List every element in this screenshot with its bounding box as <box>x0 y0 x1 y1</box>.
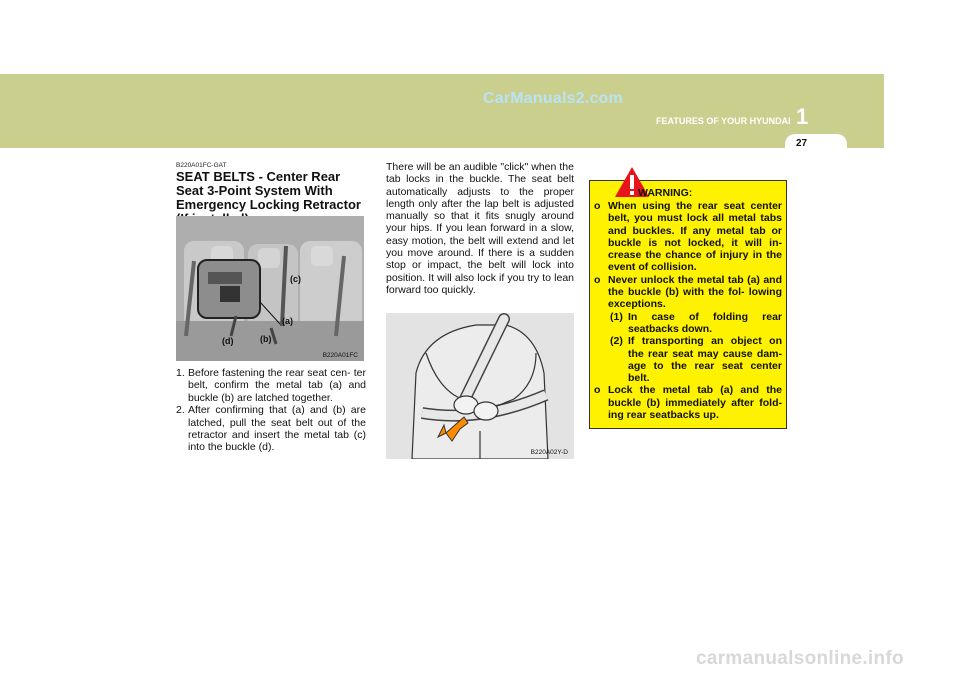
page-number: 27 <box>796 138 808 149</box>
watermark-bottom[interactable]: carmanualsonline.info <box>696 648 904 669</box>
exception-item <box>608 311 782 336</box>
warning-list <box>594 200 782 421</box>
warning-bullet: o <box>594 273 601 286</box>
warning-item <box>594 384 782 421</box>
watermark-top[interactable]: CarManuals2.com <box>483 90 623 107</box>
header-band <box>0 74 884 148</box>
warning-item-text: When using the rear seat center belt, you must lock all metal tabs and buckles. If any metal tab or buckle is not locked, it will in- crease the chance of injury in the event of collision. <box>608 200 782 274</box>
warning-item-text: Never unlock the metal tab (a) and the buckle (b) with the fol- lowing exceptions. <box>608 273 782 311</box>
step-item <box>176 404 366 454</box>
warning-bullet: o <box>594 384 601 397</box>
label-d: (d) <box>222 336 234 346</box>
step-item <box>176 367 366 404</box>
section-heading: SEAT BELTS - Center Rear Seat 3-Point System With Emergency Locking Retractor <box>176 169 361 212</box>
photo-caption: B220A01FC <box>322 352 358 359</box>
exception-number: (2) <box>610 335 623 348</box>
warning-box <box>589 180 787 429</box>
chapter-number: 1 <box>796 104 809 129</box>
step-text: Before fastening the rear seat cen- ter belt, confirm the metal tab (a) and buckle (b) are latched together. <box>188 367 366 404</box>
warning-bullet: o <box>594 200 601 212</box>
section-code: B220A01FC-GAT <box>176 162 227 169</box>
chapter-title: FEATURES OF YOUR HYUNDAI <box>656 116 791 126</box>
step-number: 2. <box>176 404 185 417</box>
body-paragraph: There will be an audible "click" when the tab locks in the buckle. The seat belt automatically adjusts to the proper length only after the lap belt is adjusted manually so that it fits snugly around your hips. If you lean forward in a slow, easy motion, the belt will extend and let you move around. If there is a sudden stop or impact, the belt will lock into position. It will also lock if you try to lean forward too quickly. <box>386 161 574 296</box>
lap-belt-illustration <box>386 313 574 459</box>
step-text: After confirming that (a) and (b) are latched, pull the seat belt out of the retractor and insert the metal tab (c) into the buckle (d). <box>188 404 366 454</box>
exception-list <box>608 311 782 385</box>
page-number-tab <box>785 134 847 154</box>
instruction-steps <box>176 367 366 454</box>
lap-belt-drawing <box>386 313 574 459</box>
exception-item <box>608 335 782 384</box>
label-c: (c) <box>290 274 301 284</box>
warning-item <box>594 274 782 385</box>
label-b: (b) <box>260 334 272 344</box>
rear-seat-photo <box>176 216 364 361</box>
exception-text: If transporting an object on the rear seat may cause dam- age to the rear seat center belt. <box>628 335 782 385</box>
step-number: 1. <box>176 367 185 379</box>
warning-item <box>594 200 782 274</box>
label-a: (a) <box>282 316 293 326</box>
exception-number: (1) <box>610 310 623 323</box>
warning-item-text: Lock the metal tab (a) and the buckle (b) immediately after fold- ing rear seatbacks up. <box>608 384 782 422</box>
warning-title: WARNING: <box>638 187 693 199</box>
illustration-caption: B220A02Y-D <box>530 449 568 456</box>
exception-text: In case of folding rear seatbacks down. <box>628 310 782 335</box>
